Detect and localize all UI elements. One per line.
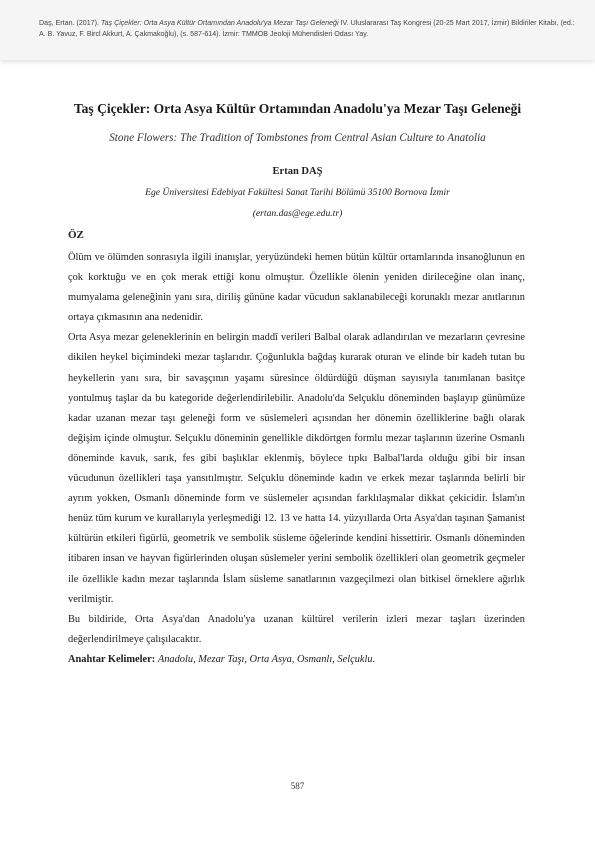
- abstract-heading: ÖZ: [68, 229, 84, 241]
- citation-banner: [0, 0, 595, 60]
- abstract-body: [68, 248, 525, 670]
- keywords-line: [68, 650, 525, 670]
- abstract-paragraph: Bu bildiride, Orta Asya'dan Anadolu'ya uzanan kültürel verilerin izleri mezar taşları üzerinden değerlendirilmeye çalışılacaktır.: [68, 613, 525, 645]
- citation-source: IV. Uluslararası Taş Kongresi (20-25 Mart 2017, İzmir) Bildiriler Kitabı, (ed.: A. B. Yavuz, F. Bircl Akkurt, A. Çakmakoğlu), (s. 587-614). İzmir: TMMOB Jeoloji Mühendisleri Odası Yay.: [39, 19, 575, 38]
- author-email: (ertan.das@ege.edu.tr): [252, 208, 343, 219]
- abstract-paragraph: Orta Asya mezar geleneklerinin en belirgin maddî verileri Balbal olarak adlandırılan ve mezarların çevresine dikilen heykel biçimindeki mezar taşlarıdır. Çoğunlukla bağdaş kurarak oturan ve elinde bir kadeh tutan bu heykellerin yanı sıra, bir savaşçının yaşamı süresince öldürdüğü düşman sayısıyla tanımlanan basitçe yontulmuş taşlar da bu kategoride değerlendirilebilir. Anadolu'da Selçuklu döneminden başlayıp günümüze kadar uzanan mezar taşı geleneği form ve süslemeleri açısından her dönemin özelliklerine bağlı olarak değişim içinde olmuştur. Selçuklu döneminin genellikle dikdörtgen formlu mezar taşlarının üzerine Osmanlı döneminde kavuk, sarık, fes gibi başlıklar eklenmiş, böylece tıpkı Balbal'larda olduğu gibi bir insan vücudunun özellikleri taşa yansıtılmıştır. Selçuklu döneminde kadın ve erkek mezar taşlarında belirli bir ayrım yokken, Osmanlı döneminde form ve süslemeler açısından farklılaşmalar dikkat çekicidir. İslam'ın henüz tüm kurum ve kurallarıyla yerleşmediği 12. 13 ve hatta 14. yüzyıllarda Orta Asya'dan taşınan Şamanist kültürün etkileri figürlü, geometrik ve sembolik süsleme öğelerinde kendini hissettirir. Osmanlı döneminden itibaren insan ve hayvan figürlerinden oluşan süslemeler yerini sembolik özellikleri olan geometrik geçmeler ile özellikle kadın mezar taşlarında İslam süsleme sanatlarının vazgeçilmezi olan bitkisel örneklere ağırlık verilmiştir.: [68, 332, 525, 605]
- paper-title: Taş Çiçekler: Orta Asya Kültür Ortamından Anadolu'ya Mezar Taşı Geleneği: [73, 101, 522, 116]
- author-name: Ertan DAŞ: [272, 166, 323, 177]
- citation-authors: Daş, Ertan. (2017).: [39, 19, 99, 27]
- abstract-paragraph: Ölüm ve ölümden sonrasıyla ilgili inanışlar, yeryüzündeki hemen bütün kültür ortamlarında insanoğlunun en çok korktuğu ve en çok merak ettiği konu olmuştur. Özellikle ölenin yeniden dirileceğine olan inanç, mumyalama geleneğinin yanı sıra, diriliş gününe kadar vücudun saklanabileceği korunaklı mezar anıtlarının ortaya çıkmasının ana nedenidir.: [68, 252, 525, 324]
- keywords-list: Anadolu, Mezar Taşı, Orta Asya, Osmanlı, Selçuklu.: [157, 653, 376, 665]
- paper-subtitle: Stone Flowers: The Tradition of Tombstones from Central Asian Culture to Anatolia: [109, 132, 486, 144]
- citation-text: [39, 18, 579, 39]
- page-number: 587: [290, 781, 305, 791]
- author-affiliation: Ege Üniversitesi Edebiyat Fakültesi Sanat Tarihi Bölümü 35100 Bornova İzmir: [145, 187, 450, 198]
- keywords-label: Anahtar Kelimeler:: [68, 653, 156, 665]
- citation-title: Taş Çiçekler: Orta Asya Kültür Ortamından Anadolu'ya Mezar Taşı Geleneği: [100, 19, 339, 27]
